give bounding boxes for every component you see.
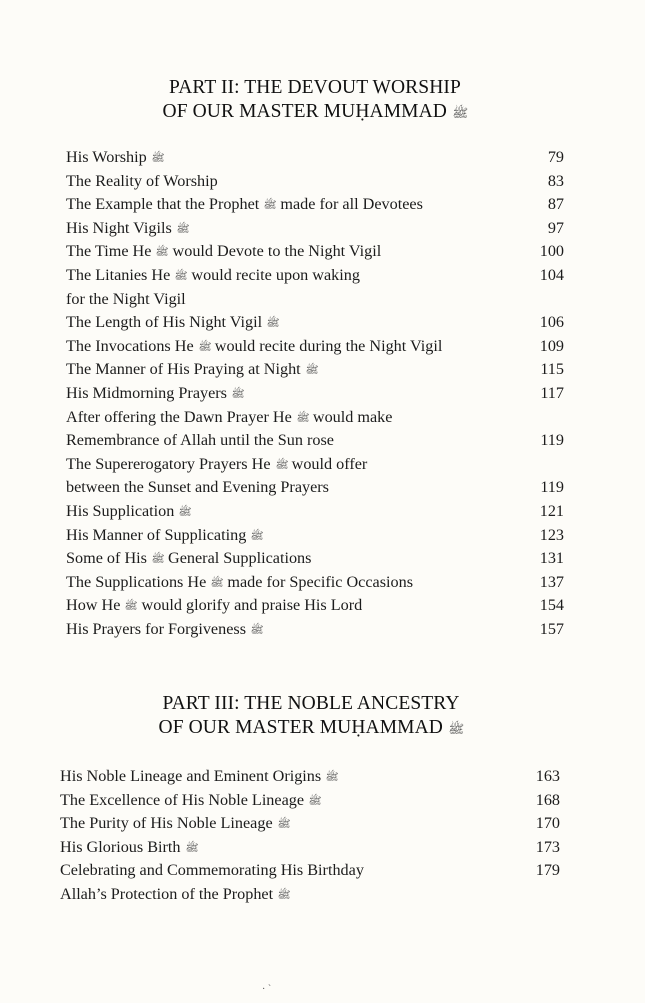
- toc-entry-title: [66, 453, 367, 477]
- toc-entry-title-text: His Night Vigils: [66, 218, 172, 237]
- salawat-glyph-icon: ﷺ: [325, 772, 339, 783]
- toc-entry: [66, 358, 564, 382]
- toc-entry: [66, 476, 564, 500]
- toc-entry-title-text: between the Sunset and Evening Prayers: [66, 478, 329, 497]
- toc-entry-title-part: General Supplications: [168, 549, 312, 568]
- toc-entry-title: [60, 812, 290, 836]
- toc-entry-title: [66, 335, 442, 359]
- toc-entry-title: [66, 288, 186, 312]
- toc-entry-title: [66, 358, 318, 382]
- toc-entry-title-part: would glorify and praise His Lord: [141, 596, 363, 615]
- salawat-glyph-icon: ﷺ: [210, 577, 224, 589]
- toc-entry-page-number: 121: [539, 501, 564, 520]
- salawat-glyph-icon: ﷺ: [274, 459, 289, 471]
- toc-entry: [60, 836, 560, 860]
- toc-entry-title-text: The Manner of His Praying at Night: [66, 360, 301, 379]
- toc-entry-title-part: would recite during the Night Vigil: [214, 336, 443, 355]
- toc-entry-title-text: His Midmorning Prayers: [66, 383, 227, 402]
- toc-entry-page-number: 119: [540, 478, 564, 497]
- toc-entry: [66, 193, 564, 217]
- toc-entry: [66, 382, 564, 406]
- toc-entry-title: [66, 594, 362, 618]
- salawat-glyph-icon: ﷺ: [178, 506, 193, 518]
- part3-contents-list: [60, 765, 560, 907]
- toc-entry-title-part: would offer: [291, 454, 368, 473]
- salawat-glyph-icon: ﷺ: [151, 554, 165, 566]
- toc-entry-title: [60, 859, 364, 883]
- toc-entry-page-number: 131: [539, 549, 564, 568]
- toc-entry-title-text: His Manner of Supplicating: [66, 525, 247, 544]
- toc-entry-title-text: for the Night Vigil: [66, 289, 186, 308]
- salawat-glyph-icon: ﷺ: [155, 247, 170, 259]
- salawat-glyph-icon: ﷺ: [151, 153, 165, 164]
- toc-entry-title-text: The Purity of His Noble Lineage: [60, 814, 273, 833]
- part2-contents-list: [66, 146, 564, 641]
- toc-entry-title-text: Remembrance of Allah until the Sun rose: [66, 431, 334, 450]
- salawat-glyph-icon: ﷺ: [448, 722, 465, 736]
- toc-entry-title: [60, 883, 290, 907]
- toc-entry-title: [66, 170, 218, 194]
- toc-entry-page-number: 117: [540, 383, 564, 402]
- toc-entry-page-number: 104: [539, 265, 564, 284]
- toc-entry: [66, 264, 564, 288]
- toc-entry: [66, 594, 564, 618]
- toc-entry-title-part: The Time He: [66, 242, 152, 261]
- salawat-glyph-icon: ﷺ: [266, 318, 280, 330]
- toc-entry-title-part: After offering the Dawn Prayer He: [66, 407, 292, 426]
- toc-entry-title: [66, 382, 244, 406]
- toc-entry-page-number: 157: [539, 619, 564, 638]
- toc-entry-page-number: 83: [547, 171, 564, 190]
- toc-entry-page-number: 97: [547, 218, 564, 237]
- toc-entry-title: [66, 406, 392, 430]
- toc-entry: [60, 883, 560, 907]
- toc-entry-page-number: 100: [539, 242, 564, 261]
- toc-entry-title-text: Celebrating and Commemorating His Birthday: [60, 861, 364, 880]
- toc-entry-title: [66, 476, 329, 500]
- toc-entry: [66, 146, 564, 170]
- toc-entry-title-text: The Excellence of His Noble Lineage: [60, 790, 305, 809]
- toc-entry-title-part: The Invocations He: [66, 336, 194, 355]
- toc-entry-title: [66, 240, 381, 264]
- salawat-glyph-icon: ﷺ: [305, 365, 319, 377]
- toc-entry-title-text: Allah’s Protection of the Prophet: [60, 884, 274, 903]
- part2-heading-line2-wrap: [120, 100, 510, 124]
- toc-entry-title: [66, 146, 164, 170]
- toc-entry-page-number: 115: [540, 360, 564, 379]
- toc-entry: [66, 170, 564, 194]
- toc-entry-page-number: 154: [539, 596, 564, 615]
- toc-entry: [66, 217, 564, 241]
- toc-entry-page-number: 123: [539, 525, 564, 544]
- toc-entry-page-number: 163: [535, 767, 560, 785]
- toc-entry: [66, 524, 564, 548]
- toc-entry: [66, 500, 564, 524]
- toc-entry-page-number: 137: [539, 572, 564, 591]
- toc-entry-title-text: His Worship: [66, 148, 147, 166]
- toc-entry-title-part: How He: [66, 596, 121, 615]
- salawat-glyph-icon: ﷺ: [174, 270, 188, 282]
- toc-entry: [60, 859, 560, 883]
- toc-entry: [66, 618, 564, 642]
- part2-heading: [120, 76, 510, 124]
- toc-entry: [66, 406, 564, 430]
- toc-entry: [66, 429, 564, 453]
- toc-entry-title: [66, 217, 189, 241]
- toc-entry-title: [66, 547, 311, 571]
- toc-entry-title-part: would make: [312, 407, 393, 426]
- toc-entry: [66, 240, 564, 264]
- toc-entry-title-text: The Length of His Night Vigil: [66, 313, 263, 332]
- salawat-glyph-icon: ﷺ: [231, 388, 245, 400]
- salawat-glyph-icon: ﷺ: [198, 341, 212, 353]
- toc-entry: [66, 547, 564, 571]
- toc-entry-page-number: 109: [539, 336, 564, 355]
- toc-entry-title-part: made for all Devotees: [280, 195, 423, 214]
- toc-entry: [66, 571, 564, 595]
- part2-heading-line2: OF OUR MASTER MUḤAMMAD: [162, 101, 447, 122]
- salawat-glyph-icon: ﷺ: [308, 795, 322, 807]
- toc-entry: [60, 812, 560, 836]
- salawat-glyph-icon: ﷺ: [184, 842, 199, 854]
- salawat-glyph-icon: ﷺ: [250, 530, 264, 542]
- toc-entry-page-number: 87: [547, 195, 564, 214]
- toc-entry-title-part: would recite upon waking: [191, 265, 360, 284]
- part3-heading-line2: OF OUR MASTER MUḤAMMAD: [158, 717, 443, 738]
- toc-entry: [66, 288, 564, 312]
- print-specks-icon: · ˋ: [262, 984, 272, 995]
- toc-entry-title-part: would Devote to the Night Vigil: [172, 242, 382, 261]
- toc-entry-title: [66, 618, 263, 642]
- salawat-glyph-icon: ﷺ: [452, 106, 469, 120]
- toc-entry-title-text: His Noble Lineage and Eminent Origins: [60, 767, 322, 785]
- toc-entry-title-text: His Prayers for Forgiveness: [66, 619, 246, 638]
- salawat-glyph-icon: ﷺ: [263, 200, 277, 212]
- toc-entry-title: [66, 193, 423, 217]
- salawat-glyph-icon: ﷺ: [277, 819, 291, 831]
- toc-entry-page-number: 179: [535, 861, 560, 880]
- toc-entry: [66, 335, 564, 359]
- toc-entry-title: [66, 500, 191, 524]
- salawat-glyph-icon: ﷺ: [124, 601, 139, 613]
- toc-entry-title-text: The Reality of Worship: [66, 171, 218, 190]
- toc-entry-title-text: His Glorious Birth: [60, 837, 181, 856]
- toc-entry: [60, 789, 560, 813]
- salawat-glyph-icon: ﷺ: [250, 624, 264, 636]
- part3-heading: [116, 692, 506, 740]
- salawat-glyph-icon: ﷺ: [277, 889, 291, 901]
- toc-entry-title: [66, 311, 279, 335]
- toc-entry-title: [66, 264, 360, 288]
- toc-entry-page-number: 170: [535, 814, 560, 833]
- toc-entry-page-number: 79: [547, 148, 564, 166]
- toc-entry-title: [66, 524, 263, 548]
- toc-entry: [60, 765, 560, 789]
- part2-heading-line1: PART II: THE DEVOUT WORSHIP: [169, 77, 461, 98]
- salawat-glyph-icon: ﷺ: [296, 412, 310, 424]
- toc-entry: [66, 453, 564, 477]
- toc-entry-title-part: The Supererogatory Prayers He: [66, 454, 271, 473]
- part3-heading-line2-wrap: [116, 716, 506, 740]
- salawat-glyph-icon: ﷺ: [176, 223, 190, 235]
- toc-entry-title-part: The Litanies He: [66, 265, 171, 284]
- toc-entry-page-number: 119: [540, 431, 564, 450]
- toc-entry-title: [60, 765, 338, 789]
- toc-entry-page-number: 106: [539, 313, 564, 332]
- toc-entry: [66, 311, 564, 335]
- toc-entry-title: [66, 571, 413, 595]
- toc-entry-page-number: 168: [535, 790, 560, 809]
- toc-entry-title-part: made for Specific Occasions: [227, 572, 413, 591]
- toc-entry-title-text: His Supplication: [66, 501, 175, 520]
- toc-entry-title-part: Some of His: [66, 549, 147, 568]
- part3-heading-line1: PART III: THE NOBLE ANCESTRY: [162, 693, 460, 714]
- toc-entry-page-number: 173: [535, 837, 560, 856]
- toc-entry-title-part: The Example that the Prophet: [66, 195, 260, 214]
- toc-entry-title: [66, 429, 334, 453]
- toc-entry-title: [60, 789, 321, 813]
- toc-entry-title: [60, 836, 198, 860]
- toc-entry-title-part: The Supplications He: [66, 572, 207, 591]
